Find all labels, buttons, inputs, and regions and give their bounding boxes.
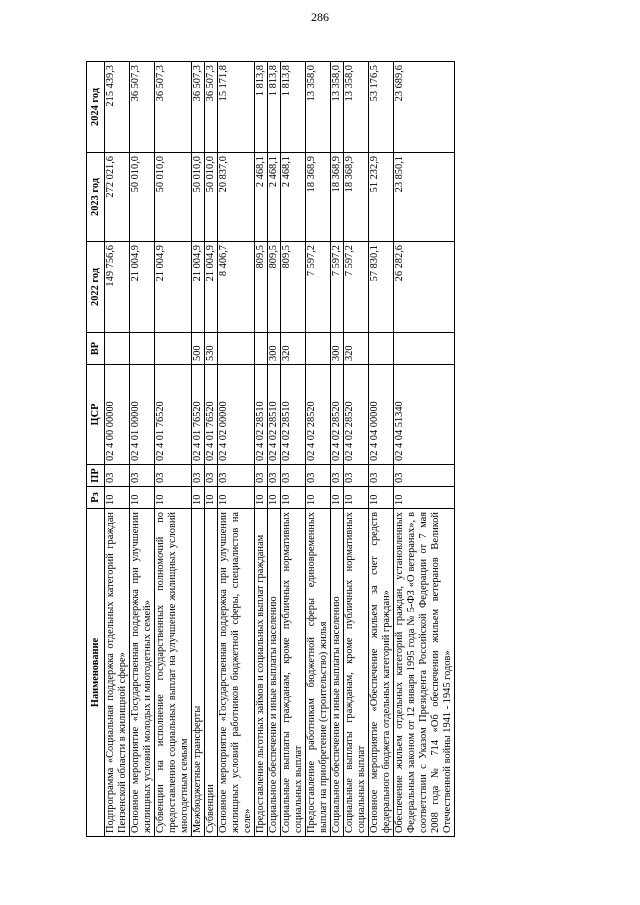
table-row <box>105 62 130 837</box>
row-2022: 809,5 <box>255 242 268 333</box>
row-pr: 03 <box>331 465 344 487</box>
row-csr: 02 4 02 28520 <box>306 365 331 465</box>
row-2023: 23 850,1 <box>394 153 455 242</box>
row-2022: 809,5 <box>268 242 281 333</box>
table-row <box>331 62 344 837</box>
row-csr: 02 4 01 00000 <box>130 365 155 465</box>
row-name: Предоставление работникам бюджетной сферы единовременных выплат на приобретение (строительство) жилья <box>306 509 331 837</box>
table-row <box>344 62 369 837</box>
row-2022: 21 004,9 <box>205 242 218 333</box>
row-vr: 320 <box>344 333 369 365</box>
table-row <box>218 62 255 837</box>
table-header-row <box>87 62 105 837</box>
row-rz: 10 <box>255 487 268 509</box>
table-row <box>369 62 394 837</box>
table-row <box>306 62 331 837</box>
header-vr: ВР <box>87 333 105 365</box>
row-2024: 15 171,8 <box>218 62 255 153</box>
budget-table <box>86 61 455 837</box>
row-2024: 1 813,8 <box>255 62 268 153</box>
table-row <box>155 62 192 837</box>
row-vr <box>306 333 331 365</box>
row-2024: 13 358,0 <box>331 62 344 153</box>
row-csr: 02 4 02 28510 <box>281 365 306 465</box>
row-name: Субвенции на исполнение государственных полномочий по предоставлению социальных выплат на улучшение жилищных условий многодетным семьям <box>155 509 192 837</box>
row-vr: 300 <box>268 333 281 365</box>
row-rz: 10 <box>130 487 155 509</box>
row-2023: 18 368,9 <box>306 153 331 242</box>
row-2022: 809,5 <box>281 242 306 333</box>
table-row <box>192 62 205 837</box>
row-name: Предоставление льготных займов и социальных выплат гражданам <box>255 509 268 837</box>
header-2022: 2022 год <box>87 242 105 333</box>
row-vr <box>255 333 268 365</box>
row-vr <box>394 333 455 365</box>
row-rz: 10 <box>281 487 306 509</box>
header-2024: 2024 год <box>87 62 105 153</box>
row-2023: 50 010,0 <box>192 153 205 242</box>
row-pr: 03 <box>130 465 155 487</box>
row-pr: 03 <box>255 465 268 487</box>
row-name: Основное мероприятие «Государственная поддержка при улучшении жилищных условий молодых и многодетных семей» <box>130 509 155 837</box>
row-vr <box>130 333 155 365</box>
rotated-page-content <box>86 62 556 837</box>
row-2022: 57 830,1 <box>369 242 394 333</box>
row-name: Основное мероприятие «Обеспечение жильем за счет средств федерального бюджета отдельных категорий граждан» <box>369 509 394 837</box>
row-2022: 7 597,2 <box>344 242 369 333</box>
row-2024: 36 507,3 <box>205 62 218 153</box>
row-pr: 03 <box>105 465 130 487</box>
row-pr: 03 <box>268 465 281 487</box>
row-2023: 18 368,9 <box>344 153 369 242</box>
row-pr: 03 <box>155 465 192 487</box>
row-2024: 36 507,3 <box>130 62 155 153</box>
budget-table-container <box>86 62 556 837</box>
header-pr: ПР <box>87 465 105 487</box>
table-row <box>255 62 268 837</box>
row-csr: 02 4 02 28520 <box>344 365 369 465</box>
header-rz: Рз <box>87 487 105 509</box>
row-rz: 10 <box>218 487 255 509</box>
table-row <box>130 62 155 837</box>
row-2024: 36 507,3 <box>155 62 192 153</box>
row-pr: 03 <box>306 465 331 487</box>
row-2022: 21 004,9 <box>130 242 155 333</box>
row-2024: 215 439,3 <box>105 62 130 153</box>
row-vr <box>369 333 394 365</box>
row-2022: 149 756,6 <box>105 242 130 333</box>
row-pr: 03 <box>394 465 455 487</box>
row-2024: 36 507,3 <box>192 62 205 153</box>
row-name: Социальные выплаты гражданам, кроме публичных нормативных социальных выплат <box>344 509 369 837</box>
row-2023: 51 232,9 <box>369 153 394 242</box>
row-rz: 10 <box>205 487 218 509</box>
header-csr: ЦСР <box>87 365 105 465</box>
row-2024: 1 813,8 <box>281 62 306 153</box>
row-csr: 02 4 00 00000 <box>105 365 130 465</box>
row-vr: 530 <box>205 333 218 365</box>
table-body <box>105 62 455 837</box>
header-2023: 2023 год <box>87 153 105 242</box>
row-rz: 10 <box>331 487 344 509</box>
row-pr: 03 <box>218 465 255 487</box>
row-name: Субвенции <box>205 509 218 837</box>
row-name: Межбюджетные трансферты <box>192 509 205 837</box>
row-csr: 02 4 04 51340 <box>394 365 455 465</box>
row-vr <box>155 333 192 365</box>
row-rz: 10 <box>306 487 331 509</box>
table-row <box>394 62 455 837</box>
row-name: Подпрограмма «Социальная поддержка отдельных категорий граждан Пензенской области в жилищной сфере» <box>105 509 130 837</box>
table-row <box>268 62 281 837</box>
row-2022: 21 004,9 <box>192 242 205 333</box>
row-pr: 03 <box>192 465 205 487</box>
row-vr: 320 <box>281 333 306 365</box>
row-2023: 2 468,1 <box>281 153 306 242</box>
row-2023: 2 468,1 <box>268 153 281 242</box>
row-2023: 18 368,9 <box>331 153 344 242</box>
row-rz: 10 <box>192 487 205 509</box>
row-2022: 7 597,2 <box>306 242 331 333</box>
row-2022: 7 597,2 <box>331 242 344 333</box>
row-2024: 53 176,5 <box>369 62 394 153</box>
row-pr: 03 <box>344 465 369 487</box>
row-rz: 10 <box>155 487 192 509</box>
row-name: Основное мероприятие «Государственная поддержка при улучшении жилищных условий работников бюджетной сферы, специалистов на селе» <box>218 509 255 837</box>
row-csr: 02 4 01 76520 <box>192 365 205 465</box>
table-row <box>281 62 306 837</box>
row-rz: 10 <box>394 487 455 509</box>
row-vr: 300 <box>331 333 344 365</box>
row-csr: 02 4 01 76520 <box>205 365 218 465</box>
row-2023: 2 468,1 <box>255 153 268 242</box>
row-csr: 02 4 02 28510 <box>268 365 281 465</box>
row-name: Социальное обеспечение и иные выплаты населению <box>331 509 344 837</box>
row-csr: 02 4 02 00000 <box>218 365 255 465</box>
row-2024: 23 689,6 <box>394 62 455 153</box>
row-2024: 13 358,0 <box>344 62 369 153</box>
row-pr: 03 <box>205 465 218 487</box>
row-name: Социальное обеспечение и иные выплаты населению <box>268 509 281 837</box>
row-pr: 03 <box>281 465 306 487</box>
row-rz: 10 <box>344 487 369 509</box>
header-name: Наименование <box>87 509 105 837</box>
row-name: Обеспечение жильем отдельных категорий граждан, установленных Федеральным законом от 12 января 1995 года № 5-ФЗ «О ветеранах», в соответствии с Указом Президента Российской Федерации от 7 мая 2008 года № 714 «Об обеспечении жильем ветеранов Великой Отечественной войны 1941 - 1945 годов» <box>394 509 455 837</box>
row-2022: 26 282,6 <box>394 242 455 333</box>
row-pr: 03 <box>369 465 394 487</box>
row-2022: 8 406,7 <box>218 242 255 333</box>
row-vr: 500 <box>192 333 205 365</box>
row-vr <box>105 333 130 365</box>
row-rz: 10 <box>105 487 130 509</box>
row-vr <box>218 333 255 365</box>
page-number: 286 <box>311 10 329 24</box>
row-csr: 02 4 02 28520 <box>331 365 344 465</box>
row-2023: 20 837,0 <box>218 153 255 242</box>
row-2023: 50 010,0 <box>155 153 192 242</box>
row-rz: 10 <box>268 487 281 509</box>
row-name: Социальные выплаты гражданам, кроме публичных нормативных социальных выплат <box>281 509 306 837</box>
row-csr: 02 4 01 76520 <box>155 365 192 465</box>
row-2023: 50 010,0 <box>205 153 218 242</box>
row-2024: 13 358,0 <box>306 62 331 153</box>
row-2024: 1 813,8 <box>268 62 281 153</box>
row-csr: 02 4 04 00000 <box>369 365 394 465</box>
table-row <box>205 62 218 837</box>
row-2023: 50 010,0 <box>130 153 155 242</box>
row-2022: 21 004,9 <box>155 242 192 333</box>
row-2023: 272 021,6 <box>105 153 130 242</box>
row-rz: 10 <box>369 487 394 509</box>
row-csr: 02 4 02 28510 <box>255 365 268 465</box>
